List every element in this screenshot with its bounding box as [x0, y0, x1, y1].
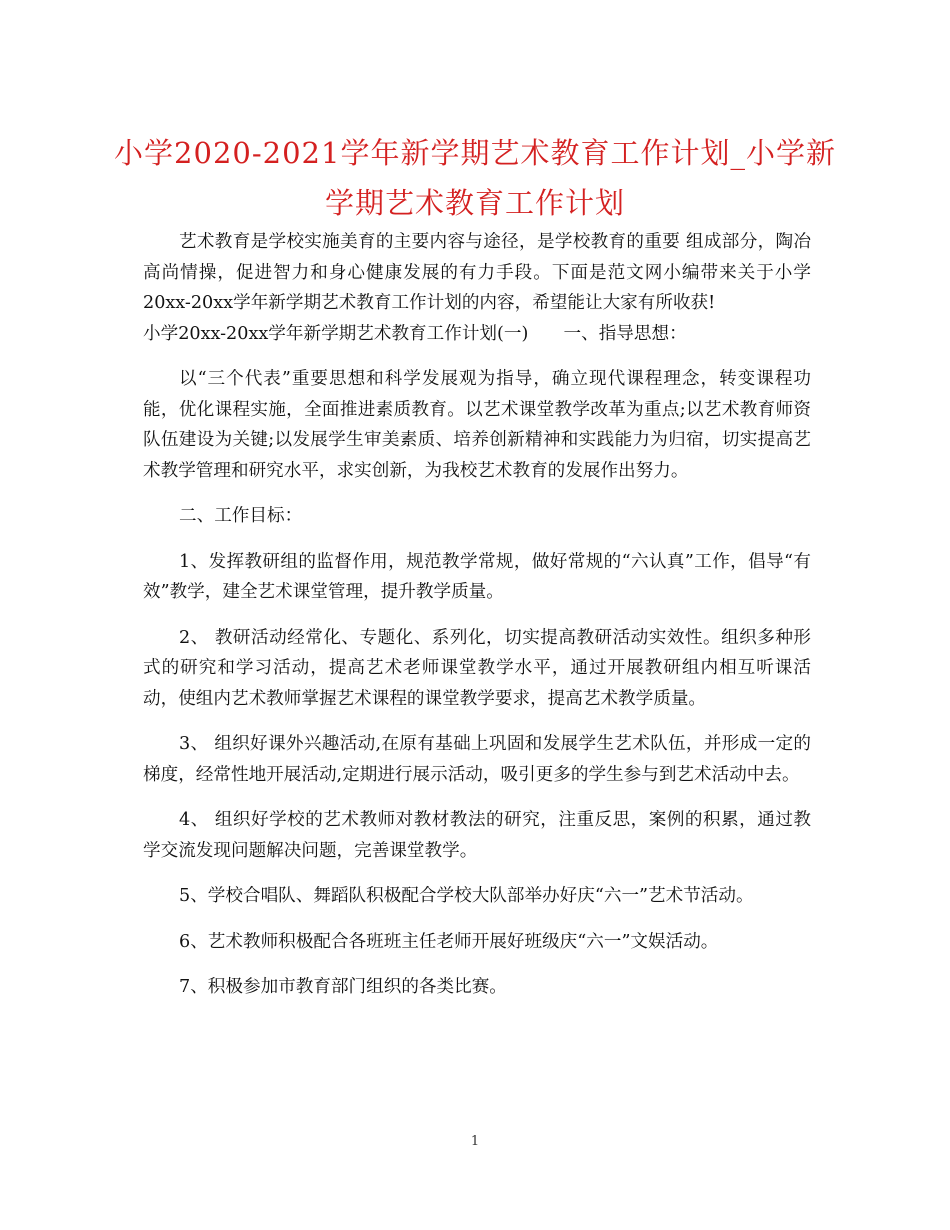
goals-heading: 二、工作目标：	[179, 506, 303, 526]
goal-item-5: 5、学校合唱队、舞蹈队积极配合学校大队部举办好庆“六一”艺术节活动。	[179, 886, 754, 906]
goal-item-3: 3、 组织好课外兴趣活动,在原有基础上巩固和发展学生艺术队伍，并形成一定的梯度，经常性地开展活动,定期进行展示活动，吸引更多的学生参与到艺术活动中去。	[143, 734, 811, 785]
goal-item-7: 7、积极参加市教育部门组织的各类比赛。	[179, 977, 507, 997]
goal-item-1: 1、发挥教研组的监督作用，规范教学常规，做好常规的“六认真”工作，倡导“有效”教学，建全艺术课堂管理，提升教学质量。	[143, 551, 811, 602]
guiding-paragraph: 以“三个代表”重要思想和科学发展观为指导，确立现代课程理念，转变课程功能，优化课程实施，全面推进素质教育。以艺术课堂教学改革为重点;以艺术教育师资队伍建设为关键;以发展学生审美素质、培养创新精神和实践能力为归宿，切实提高艺术教学管理和研究水平，求实创新，为我校艺术教育的发展作出努力。	[143, 369, 811, 481]
document-body	[143, 227, 811, 1018]
title-line-1: 小学2020-2021学年新学期艺术教育工作计划_小学新	[114, 136, 836, 170]
intro-paragraph: 艺术教育是学校实施美育的主要内容与途径，是学校教育的重要 组成部分，陶冶高尚情操，促进智力和身心健康发展的有力手段。下面是范文网小编带来关于小学20xx-20xx学年新学期艺术教育工作计划的内容，希望能让大家有所收获!	[143, 232, 811, 313]
goal-item-4: 4、 组织好学校的艺术教师对教材教法的研究，注重反思，案例的积累，通过教学交流发现问题解决问题，完善课堂教学。	[143, 810, 811, 861]
document-title	[110, 128, 840, 228]
plan-subtitle: 小学20xx-20xx学年新学期艺术教育工作计划(一) 一、指导思想：	[143, 323, 687, 344]
page-number: 1	[470, 1134, 480, 1149]
title-line-2: 学期艺术教育工作计划	[324, 186, 625, 220]
goal-item-2: 2、 教研活动经常化、专题化、系列化，切实提高教研活动实效性。组织多种形式的研究和学习活动，提高艺术老师课堂教学水平，通过开展教研组内相互听课活动，使组内艺术教师掌握艺术课程的课堂教学要求，提高艺术教学质量。	[143, 627, 811, 709]
goal-item-6: 6、艺术教师积极配合各班班主任老师开展好班级庆“六一”文娱活动。	[179, 931, 719, 952]
